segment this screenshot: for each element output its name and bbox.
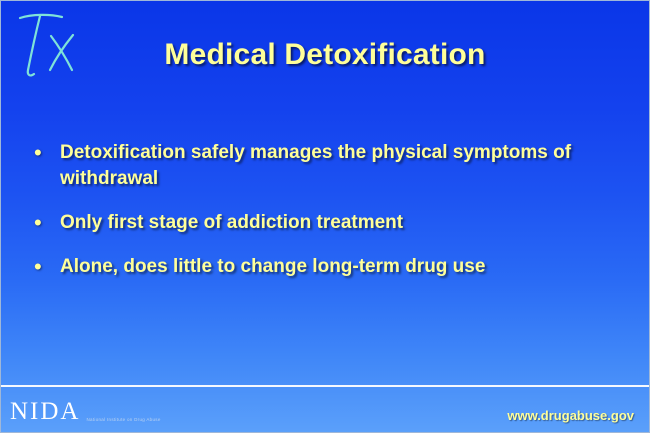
bullet-marker-icon: • xyxy=(34,140,42,165)
page-title: Medical Detoxification xyxy=(164,38,486,71)
list-item xyxy=(34,210,610,236)
nida-subtitle: National Institute on Drug Abuse xyxy=(86,416,161,422)
bullet-marker-icon: • xyxy=(34,210,42,235)
list-item xyxy=(34,254,610,280)
bullet-text: Alone, does little to change long-term drug use xyxy=(60,256,486,277)
bullet-text: Detoxification safely manages the physical symptoms of withdrawal xyxy=(60,142,572,189)
list-item xyxy=(34,140,610,192)
nida-wordmark: NIDA xyxy=(10,398,81,425)
nida-logo xyxy=(10,399,161,425)
bullet-list xyxy=(34,140,610,298)
bullet-marker-icon: • xyxy=(34,254,42,279)
website-url[interactable]: www.drugabuse.gov xyxy=(507,408,634,423)
footer-divider xyxy=(0,385,650,387)
bullet-text: Only first stage of addiction treatment xyxy=(60,212,404,233)
